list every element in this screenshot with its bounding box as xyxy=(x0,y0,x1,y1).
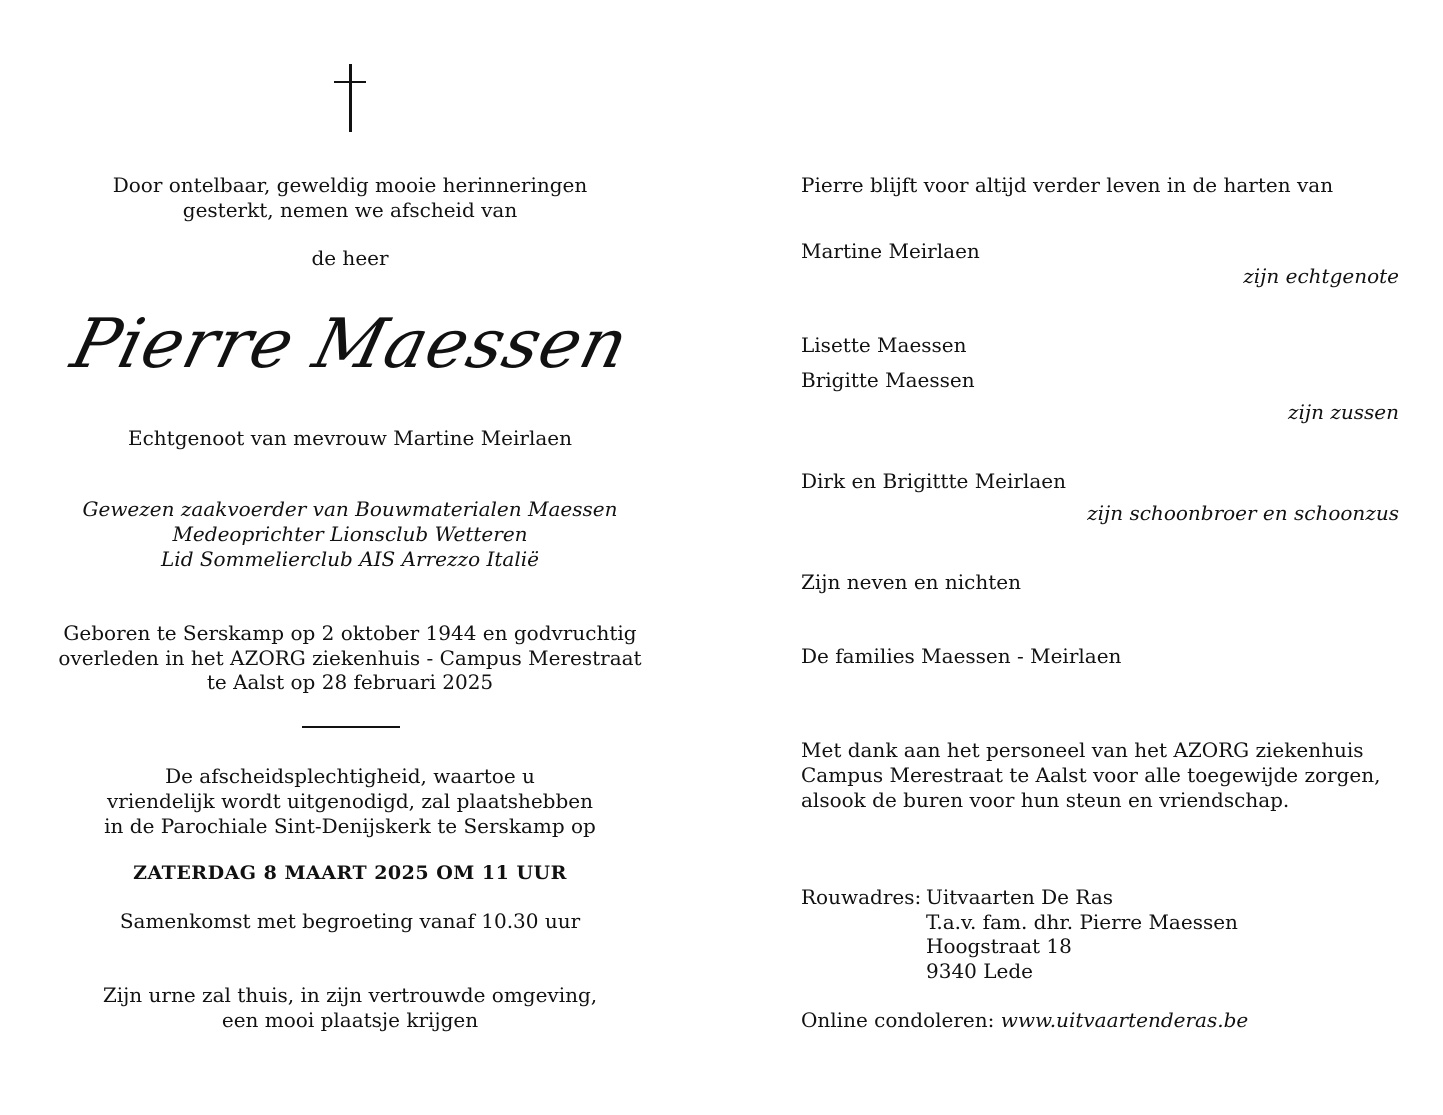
cousins-line: Zijn neven en nichten xyxy=(801,570,1022,594)
ceremony-line-1: De afscheidsplechtigheid, waartoe u xyxy=(165,764,535,788)
ceremony-line-3: in de Parochiale Sint-Denijskerk te Serskamp op xyxy=(104,814,596,838)
spouse-name: Martine Meirlaen xyxy=(801,239,980,263)
online-url-link[interactable]: www.uitvaartenderas.be xyxy=(1000,1008,1249,1032)
rouwadres-line-3: Hoogstraat 18 xyxy=(926,934,1072,958)
sisters-relation: zijn zussen xyxy=(1287,400,1399,424)
deceased-name: Pierre Maessen xyxy=(63,305,637,384)
role-line-2: Medeoprichter Lionsclub Wetteren xyxy=(172,522,528,546)
intro-line-2: gesterkt, nemen we afscheid van xyxy=(182,198,518,222)
ceremony-date: ZATERDAG 8 MAART 2025 OM 11 UUR xyxy=(133,862,567,884)
rouwadres-line-2: T.a.v. fam. dhr. Pierre Maessen xyxy=(926,910,1238,934)
spouse-line: Echtgenoot van mevrouw Martine Meirlaen xyxy=(127,426,572,450)
online-condolence xyxy=(801,1008,1248,1033)
ceremony-line-2: vriendelijk wordt uitgenodigd, zal plaatshebben xyxy=(107,789,593,813)
families-line: De families Maessen - Meirlaen xyxy=(801,644,1122,668)
birth-death-line-2: overleden in het AZORG ziekenhuis - Campus Merestraat xyxy=(58,646,642,670)
title-prefix: de heer xyxy=(311,246,389,270)
birth-death-line-1: Geboren te Serskamp op 2 oktober 1944 en godvruchtig xyxy=(63,621,637,645)
in-laws-name: Dirk en Brigittte Meirlaen xyxy=(801,469,1067,493)
thanks-line-1: Met dank aan het personeel van het AZORG ziekenhuis xyxy=(801,738,1364,762)
sister-name-1: Lisette Maessen xyxy=(801,333,967,357)
rouwadres-line-4: 9340 Lede xyxy=(926,959,1034,983)
urn-line-2: een mooi plaatsje krijgen xyxy=(221,1008,479,1032)
intro-line-1: Door ontelbaar, geweldig mooie herinneringen xyxy=(112,173,588,197)
sister-name-2: Brigitte Maessen xyxy=(801,368,975,392)
spouse-relation: zijn echtgenote xyxy=(1243,264,1399,288)
thanks-line-3: alsook de buren voor hun steun en vriendschap. xyxy=(801,788,1290,812)
thanks-line-2: Campus Merestraat te Aalst voor alle toegewijde zorgen, xyxy=(801,763,1381,787)
role-line-1: Gewezen zaakvoerder van Bouwmaterialen Maessen xyxy=(82,497,618,521)
role-line-3: Lid Sommelierclub AIS Arrezzo Italië xyxy=(161,547,539,571)
rouwadres-label: Rouwadres: xyxy=(801,885,922,909)
online-label: Online condoleren: xyxy=(801,1008,995,1032)
gathering-line: Samenkomst met begroeting vanaf 10.30 uur xyxy=(119,909,581,933)
in-laws-relation: zijn schoonbroer en schoonzus xyxy=(1087,501,1399,525)
rouwadres-line-1: Uitvaarten De Ras xyxy=(926,885,1114,909)
birth-death-line-3: te Aalst op 28 februari 2025 xyxy=(206,670,494,694)
urn-line-1: Zijn urne zal thuis, in zijn vertrouwde omgeving, xyxy=(102,983,598,1007)
divider xyxy=(302,726,400,728)
mourners-intro: Pierre blijft voor altijd verder leven in de harten van xyxy=(801,173,1334,197)
